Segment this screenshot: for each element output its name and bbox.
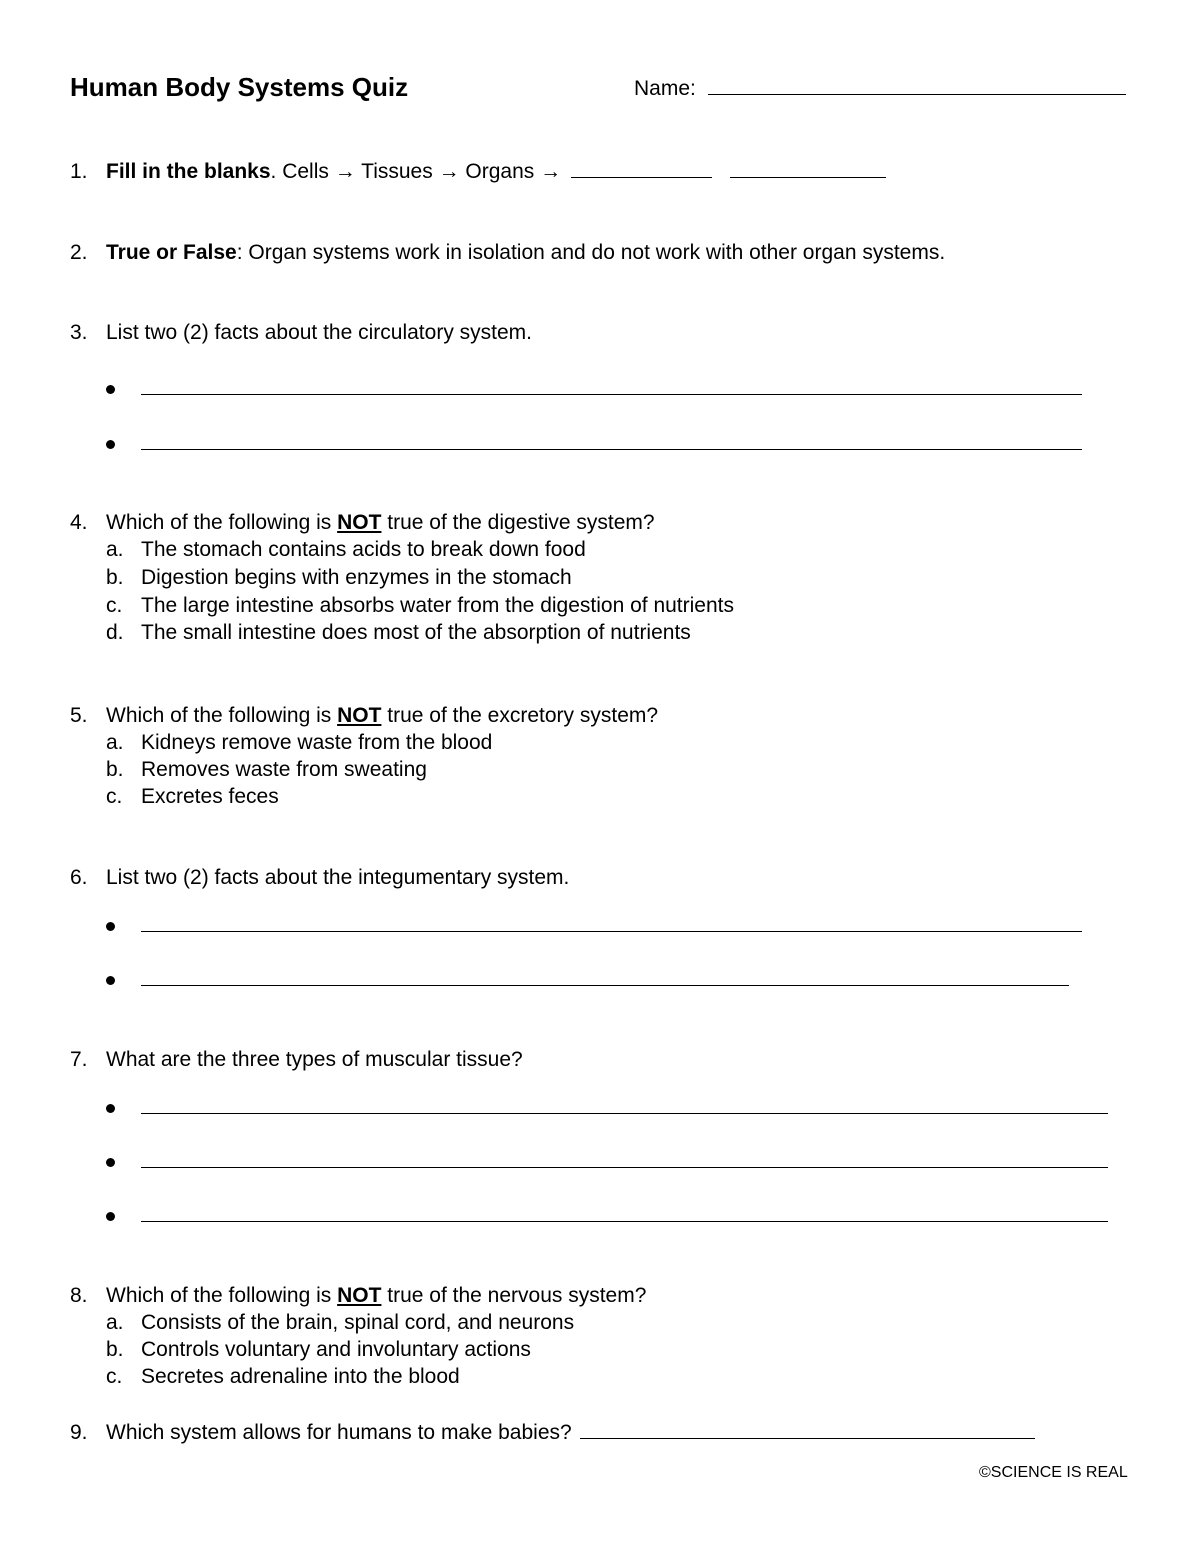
option-text: Consists of the brain, spinal cord, and neurons [141,1311,575,1334]
answer-blank[interactable] [141,1203,1108,1222]
answer-blank[interactable] [141,967,1069,986]
option-text: The small intestine does most of the absorption of nutrients [141,621,691,644]
question-text-post: true of the nervous system? [381,1284,647,1307]
bullet-icon [106,432,141,456]
answer-line-item [106,1095,1108,1120]
option-text: The stomach contains acids to break down food [141,538,586,561]
answer-blank[interactable] [571,159,712,178]
bullet-icon [106,1204,141,1228]
question-number: 1. [70,160,88,183]
answer-blank[interactable] [141,1095,1108,1114]
option-letter: b. [106,566,124,589]
option-text: The large intestine absorbs water from the digestion of nutrients [141,594,734,617]
question-text: . Cells → Tissues → Organs → [270,160,562,183]
question-instruction: True or False [106,241,237,264]
answer-option[interactable] [106,1338,531,1362]
answer-blank[interactable] [580,1420,1035,1439]
answer-option[interactable] [106,1311,574,1335]
footer-text: SCIENCE IS REAL [990,1464,1128,1481]
answer-line-item [106,431,1082,456]
question-number: 7. [70,1048,88,1071]
answer-option[interactable] [106,758,427,782]
option-letter: c. [106,1365,123,1388]
option-text: Secretes adrenaline into the blood [141,1365,460,1388]
name-field[interactable] [634,76,1126,101]
question-3 [70,321,532,345]
question-number: 5. [70,704,88,727]
question-9 [70,1420,1035,1445]
bullet-icon [106,914,141,938]
bullet-icon [106,377,141,401]
question-1 [70,159,886,184]
question-text-post: true of the excretory system? [381,704,659,727]
question-2 [70,241,945,265]
question-text: List two (2) facts about the integumentary system. [106,866,570,889]
bullet-icon [106,1150,141,1174]
question-text-pre: Which of the following is [106,1284,338,1307]
page-title: Human Body Systems Quiz [70,72,409,102]
answer-option[interactable] [106,621,691,645]
question-text-post: true of the digestive system? [381,511,655,534]
option-letter: a. [106,538,124,561]
question-text-pre: Which of the following is [106,704,338,727]
question-text-pre: Which of the following is [106,511,338,534]
question-text: : Organ systems work in isolation and do not work with other organ systems. [236,241,946,264]
answer-line-item [106,1149,1108,1174]
option-letter: d. [106,621,124,644]
answer-blank[interactable] [141,913,1082,932]
option-letter: b. [106,1338,124,1361]
answer-line-item [106,913,1082,938]
question-instruction: Fill in the blanks [106,160,271,183]
answer-option[interactable] [106,594,734,618]
not-emphasis: NOT [337,1284,382,1307]
question-number: 4. [70,511,88,534]
question-4 [70,511,655,535]
answer-blank[interactable] [141,431,1082,450]
option-text: Digestion begins with enzymes in the stomach [141,566,572,589]
answer-line-item [106,967,1069,992]
question-6 [70,866,569,890]
copyright-icon: © [979,1464,991,1481]
option-text: Kidneys remove waste from the blood [141,731,493,754]
answer-option[interactable] [106,785,279,809]
option-letter: a. [106,1311,124,1334]
answer-line-item [106,1203,1108,1228]
question-number: 6. [70,866,88,889]
option-letter: c. [106,594,123,617]
option-text: Removes waste from sweating [141,758,427,781]
option-text: Excretes feces [141,785,279,808]
answer-option[interactable] [106,566,572,590]
option-text: Controls voluntary and involuntary actions [141,1338,531,1361]
answer-option[interactable] [106,538,586,562]
bullet-icon [106,1096,141,1120]
copyright-footer [979,1464,1128,1482]
answer-blank[interactable] [730,159,886,178]
question-8 [70,1284,646,1308]
answer-blank[interactable] [141,376,1082,395]
bullet-icon [106,968,141,992]
question-5 [70,704,658,728]
question-number: 9. [70,1421,88,1444]
answer-blank[interactable] [141,1149,1108,1168]
option-letter: c. [106,785,123,808]
not-emphasis: NOT [337,511,382,534]
question-number: 2. [70,241,88,264]
question-number: 3. [70,321,88,344]
question-text: List two (2) facts about the circulatory system. [106,321,532,344]
option-letter: a. [106,731,124,754]
question-text: What are the three types of muscular tissue? [106,1048,523,1071]
question-text: Which system allows for humans to make babies? [106,1421,572,1444]
not-emphasis: NOT [337,704,382,727]
answer-option[interactable] [106,731,492,755]
name-label: Name: [634,77,696,100]
question-7 [70,1048,523,1072]
name-blank[interactable] [708,76,1126,95]
question-number: 8. [70,1284,88,1307]
answer-option[interactable] [106,1365,460,1389]
option-letter: b. [106,758,124,781]
answer-line-item [106,376,1082,401]
